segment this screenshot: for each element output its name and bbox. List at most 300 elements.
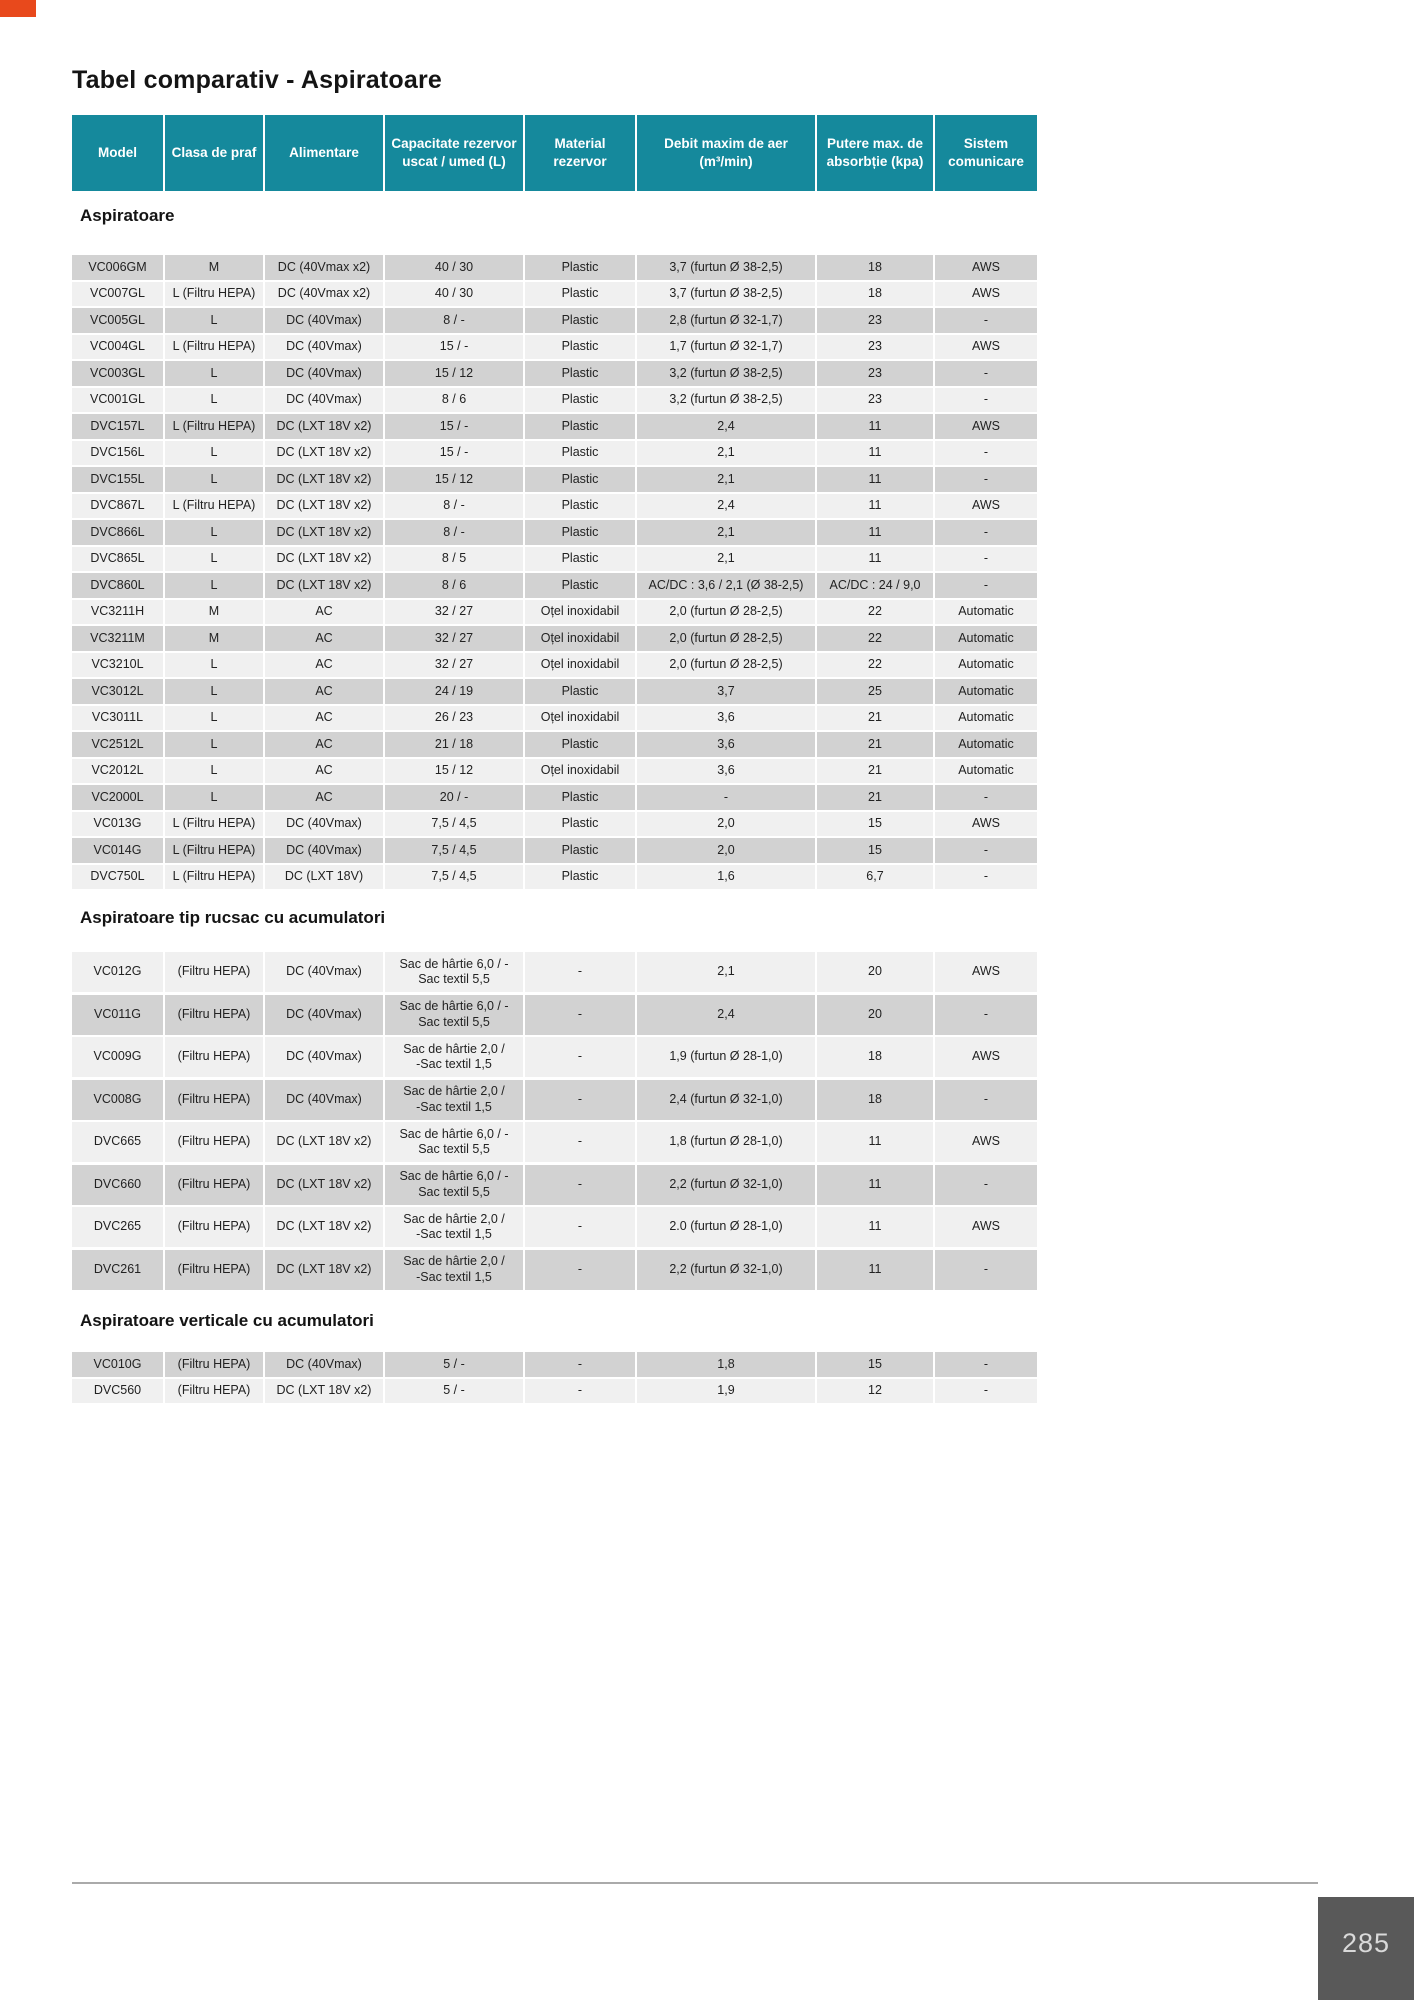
cell-model: VC008G: [72, 1080, 163, 1120]
cell-sistem: -: [935, 865, 1037, 890]
cell-clasa: L (Filtru HEPA): [165, 494, 263, 519]
cell-sistem: Automatic: [935, 600, 1037, 625]
cell-debit: 2,1: [637, 441, 815, 466]
cell-sistem: AWS: [935, 1207, 1037, 1247]
cell-capacitate: 32 / 27: [385, 653, 523, 678]
cell-clasa: L: [165, 361, 263, 386]
cell-clasa: (Filtru HEPA): [165, 1250, 263, 1290]
cell-alimentare: DC (40Vmax x2): [265, 255, 383, 280]
cell-material: Plastic: [525, 414, 635, 439]
cell-model: VC3210L: [72, 653, 163, 678]
section-title: Aspiratoare tip rucsac cu acumulatori: [80, 908, 386, 927]
cell-clasa: M: [165, 255, 263, 280]
cell-alimentare: AC: [265, 600, 383, 625]
table-row: [72, 282, 1037, 307]
cell-sistem: -: [935, 1165, 1037, 1205]
cell-clasa: L: [165, 388, 263, 413]
cell-sistem: AWS: [935, 494, 1037, 519]
cell-putere: 11: [817, 441, 933, 466]
cell-sistem: AWS: [935, 335, 1037, 360]
cell-model: VC3211H: [72, 600, 163, 625]
cell-debit: 1,9: [637, 1379, 815, 1404]
cell-sistem: -: [935, 467, 1037, 492]
cell-clasa: L: [165, 441, 263, 466]
cell-putere: 15: [817, 838, 933, 863]
cell-alimentare: AC: [265, 706, 383, 731]
cell-debit: 2,1: [637, 520, 815, 545]
cell-alimentare: DC (40Vmax): [265, 335, 383, 360]
cell-alimentare: DC (LXT 18V x2): [265, 547, 383, 572]
page-number: 285: [1341, 1928, 1391, 1958]
cell-putere: AC/DC : 24 / 9,0: [817, 573, 933, 598]
cell-sistem: Automatic: [935, 732, 1037, 757]
cell-sistem: -: [935, 441, 1037, 466]
cell-debit: -: [637, 785, 815, 810]
cell-sistem: -: [935, 388, 1037, 413]
cell-putere: 18: [817, 1037, 933, 1077]
column-header-sistem: Sistem comunicare: [935, 115, 1037, 191]
cell-capacitate: 7,5 / 4,5: [385, 838, 523, 863]
cell-clasa: L: [165, 732, 263, 757]
table-row: [72, 547, 1037, 572]
cell-sistem: Automatic: [935, 626, 1037, 651]
cell-alimentare: DC (LXT 18V x2): [265, 414, 383, 439]
cell-model: DVC866L: [72, 520, 163, 545]
cell-material: Oțel inoxidabil: [525, 759, 635, 784]
table-row: [72, 1250, 1037, 1290]
cell-clasa: L: [165, 467, 263, 492]
cell-clasa: (Filtru HEPA): [165, 1379, 263, 1404]
cell-alimentare: DC (40Vmax): [265, 1352, 383, 1377]
cell-capacitate: 26 / 23: [385, 706, 523, 731]
cell-debit: 2,1: [637, 467, 815, 492]
cell-model: VC011G: [72, 995, 163, 1035]
table-row: [72, 759, 1037, 784]
cell-putere: 11: [817, 520, 933, 545]
table-row: [72, 361, 1037, 386]
cell-material: Plastic: [525, 467, 635, 492]
cell-material: -: [525, 1080, 635, 1120]
cell-putere: 15: [817, 1352, 933, 1377]
table-row: [72, 255, 1037, 280]
cell-capacitate: 8 / -: [385, 308, 523, 333]
cell-capacitate: 8 / 5: [385, 547, 523, 572]
cell-debit: 2,4: [637, 494, 815, 519]
cell-alimentare: AC: [265, 626, 383, 651]
cell-putere: 11: [817, 1165, 933, 1205]
cell-model: VC003GL: [72, 361, 163, 386]
cell-material: -: [525, 1250, 635, 1290]
cell-alimentare: AC: [265, 732, 383, 757]
cell-putere: 21: [817, 732, 933, 757]
page-number-box: [1318, 1897, 1414, 2000]
cell-clasa: (Filtru HEPA): [165, 995, 263, 1035]
cell-model: VC2012L: [72, 759, 163, 784]
cell-model: VC001GL: [72, 388, 163, 413]
table-row: [72, 865, 1037, 890]
cell-debit: 2,0 (furtun Ø 28-2,5): [637, 600, 815, 625]
cell-capacitate: Sac de hârtie 6,0 / - Sac textil 5,5: [385, 1122, 523, 1162]
cell-alimentare: DC (40Vmax): [265, 952, 383, 992]
cell-alimentare: DC (LXT 18V): [265, 865, 383, 890]
cell-capacitate: 15 / -: [385, 335, 523, 360]
cell-clasa: (Filtru HEPA): [165, 1080, 263, 1120]
cell-debit: 2,0: [637, 812, 815, 837]
cell-capacitate: 40 / 30: [385, 282, 523, 307]
cell-debit: 3,6: [637, 732, 815, 757]
column-header-debit: Debit maxim de aer (m³/min): [637, 115, 815, 191]
cell-debit: 3,2 (furtun Ø 38-2,5): [637, 388, 815, 413]
cell-capacitate: 8 / 6: [385, 573, 523, 598]
cell-material: Plastic: [525, 308, 635, 333]
cell-model: DVC660: [72, 1165, 163, 1205]
cell-sistem: -: [935, 361, 1037, 386]
cell-alimentare: DC (40Vmax): [265, 361, 383, 386]
cell-model: VC3011L: [72, 706, 163, 731]
section-aspiratoare: [72, 206, 1037, 891]
cell-putere: 18: [817, 1080, 933, 1120]
cell-material: Plastic: [525, 812, 635, 837]
cell-clasa: L: [165, 653, 263, 678]
cell-capacitate: Sac de hârtie 6,0 / - Sac textil 5,5: [385, 1165, 523, 1205]
cell-material: -: [525, 1037, 635, 1077]
cell-debit: 2,2 (furtun Ø 32-1,0): [637, 1250, 815, 1290]
cell-alimentare: DC (40Vmax): [265, 1080, 383, 1120]
cell-debit: 2,0: [637, 838, 815, 863]
cell-clasa: M: [165, 600, 263, 625]
cell-capacitate: Sac de hârtie 2,0 / -Sac textil 1,5: [385, 1250, 523, 1290]
cell-material: Plastic: [525, 679, 635, 704]
cell-alimentare: DC (40Vmax): [265, 838, 383, 863]
cell-putere: 21: [817, 706, 933, 731]
cell-model: DVC750L: [72, 865, 163, 890]
cell-capacitate: Sac de hârtie 6,0 / - Sac textil 5,5: [385, 952, 523, 992]
cell-putere: 15: [817, 812, 933, 837]
cell-putere: 18: [817, 255, 933, 280]
cell-clasa: L (Filtru HEPA): [165, 838, 263, 863]
table-row: [72, 812, 1037, 837]
cell-alimentare: AC: [265, 653, 383, 678]
cell-model: VC3012L: [72, 679, 163, 704]
cell-alimentare: DC (40Vmax): [265, 812, 383, 837]
cell-model: VC009G: [72, 1037, 163, 1077]
section-title: Aspiratoare: [80, 206, 175, 225]
cell-clasa: L (Filtru HEPA): [165, 812, 263, 837]
table-row: [72, 785, 1037, 810]
cell-model: DVC560: [72, 1379, 163, 1404]
cell-model: DVC265: [72, 1207, 163, 1247]
cell-model: VC004GL: [72, 335, 163, 360]
section-title: Aspiratoare verticale cu acumulatori: [80, 1311, 374, 1330]
table-row: [72, 706, 1037, 731]
cell-debit: 2,4 (furtun Ø 32-1,0): [637, 1080, 815, 1120]
cell-model: VC005GL: [72, 308, 163, 333]
table-row: [72, 679, 1037, 704]
cell-capacitate: 40 / 30: [385, 255, 523, 280]
cell-material: Oțel inoxidabil: [525, 626, 635, 651]
cell-clasa: L (Filtru HEPA): [165, 282, 263, 307]
cell-material: Plastic: [525, 335, 635, 360]
cell-debit: 2,1: [637, 952, 815, 992]
cell-material: Oțel inoxidabil: [525, 706, 635, 731]
cell-sistem: AWS: [935, 414, 1037, 439]
cell-putere: 11: [817, 1250, 933, 1290]
table-row: [72, 441, 1037, 466]
cell-putere: 21: [817, 759, 933, 784]
cell-capacitate: 7,5 / 4,5: [385, 865, 523, 890]
table-row: [72, 732, 1037, 757]
cell-putere: 12: [817, 1379, 933, 1404]
table-rows: [72, 1352, 1037, 1403]
column-header-putere: Putere max. de absorbție (kpa): [817, 115, 933, 191]
cell-debit: AC/DC : 3,6 / 2,1 (Ø 38-2,5): [637, 573, 815, 598]
section-rucsac: [72, 908, 1037, 1292]
cell-clasa: (Filtru HEPA): [165, 1122, 263, 1162]
cell-model: DVC665: [72, 1122, 163, 1162]
cell-alimentare: DC (LXT 18V x2): [265, 1165, 383, 1205]
cell-material: -: [525, 1352, 635, 1377]
cell-sistem: -: [935, 308, 1037, 333]
cell-model: VC010G: [72, 1352, 163, 1377]
cell-alimentare: DC (LXT 18V x2): [265, 467, 383, 492]
cell-clasa: L: [165, 706, 263, 731]
cell-material: Plastic: [525, 494, 635, 519]
cell-capacitate: 15 / 12: [385, 361, 523, 386]
table-row: [72, 995, 1037, 1035]
cell-sistem: -: [935, 520, 1037, 545]
cell-sistem: AWS: [935, 812, 1037, 837]
cell-sistem: AWS: [935, 282, 1037, 307]
cell-alimentare: DC (LXT 18V x2): [265, 1250, 383, 1290]
cell-debit: 2,1: [637, 547, 815, 572]
cell-material: -: [525, 995, 635, 1035]
cell-sistem: Automatic: [935, 679, 1037, 704]
cell-putere: 20: [817, 995, 933, 1035]
corner-accent-flag: [0, 0, 36, 17]
cell-clasa: (Filtru HEPA): [165, 952, 263, 992]
cell-sistem: -: [935, 1250, 1037, 1290]
table-row: [72, 388, 1037, 413]
cell-material: -: [525, 952, 635, 992]
cell-alimentare: DC (LXT 18V x2): [265, 441, 383, 466]
cell-capacitate: 8 / -: [385, 520, 523, 545]
table-row: [72, 1352, 1037, 1377]
cell-alimentare: DC (LXT 18V x2): [265, 1207, 383, 1247]
cell-alimentare: DC (LXT 18V x2): [265, 494, 383, 519]
cell-putere: 23: [817, 308, 933, 333]
column-header-model: Model: [72, 115, 163, 191]
cell-model: VC013G: [72, 812, 163, 837]
cell-model: VC014G: [72, 838, 163, 863]
cell-material: Plastic: [525, 388, 635, 413]
cell-sistem: -: [935, 838, 1037, 863]
cell-sistem: -: [935, 1352, 1037, 1377]
cell-putere: 22: [817, 653, 933, 678]
cell-clasa: L: [165, 573, 263, 598]
section-verticale: [72, 1311, 1037, 1405]
cell-clasa: (Filtru HEPA): [165, 1207, 263, 1247]
cell-putere: 22: [817, 626, 933, 651]
table-row: [72, 494, 1037, 519]
cell-capacitate: 7,5 / 4,5: [385, 812, 523, 837]
cell-debit: 1,8: [637, 1352, 815, 1377]
cell-putere: 11: [817, 414, 933, 439]
table-row: [72, 653, 1037, 678]
cell-debit: 1,9 (furtun Ø 28-1,0): [637, 1037, 815, 1077]
table-row: [72, 1037, 1037, 1077]
table-row: [72, 1080, 1037, 1120]
cell-putere: 11: [817, 1207, 933, 1247]
cell-putere: 11: [817, 1122, 933, 1162]
cell-putere: 11: [817, 547, 933, 572]
cell-material: Plastic: [525, 865, 635, 890]
table-row: [72, 414, 1037, 439]
cell-sistem: Automatic: [935, 706, 1037, 731]
cell-capacitate: 15 / 12: [385, 759, 523, 784]
cell-capacitate: 20 / -: [385, 785, 523, 810]
table-row: [72, 600, 1037, 625]
cell-capacitate: 32 / 27: [385, 600, 523, 625]
cell-capacitate: 15 / 12: [385, 467, 523, 492]
cell-material: Plastic: [525, 520, 635, 545]
cell-clasa: L: [165, 547, 263, 572]
cell-debit: 3,6: [637, 706, 815, 731]
cell-putere: 11: [817, 494, 933, 519]
cell-model: DVC867L: [72, 494, 163, 519]
cell-material: Plastic: [525, 441, 635, 466]
cell-alimentare: DC (40Vmax): [265, 308, 383, 333]
cell-clasa: L (Filtru HEPA): [165, 865, 263, 890]
cell-model: DVC865L: [72, 547, 163, 572]
cell-sistem: -: [935, 785, 1037, 810]
cell-model: DVC261: [72, 1250, 163, 1290]
cell-clasa: L (Filtru HEPA): [165, 414, 263, 439]
cell-putere: 25: [817, 679, 933, 704]
cell-clasa: (Filtru HEPA): [165, 1165, 263, 1205]
cell-model: DVC156L: [72, 441, 163, 466]
column-header-material: Material rezervor: [525, 115, 635, 191]
cell-sistem: AWS: [935, 1122, 1037, 1162]
cell-material: Plastic: [525, 573, 635, 598]
cell-material: Plastic: [525, 547, 635, 572]
table-row: [72, 335, 1037, 360]
table-row: [72, 520, 1037, 545]
cell-material: Plastic: [525, 255, 635, 280]
cell-alimentare: DC (LXT 18V x2): [265, 1122, 383, 1162]
table-row: [72, 1122, 1037, 1162]
cell-debit: 3,6: [637, 759, 815, 784]
cell-putere: 23: [817, 335, 933, 360]
cell-sistem: Automatic: [935, 653, 1037, 678]
cell-alimentare: DC (LXT 18V x2): [265, 520, 383, 545]
cell-debit: 3,7 (furtun Ø 38-2,5): [637, 282, 815, 307]
cell-debit: 1,8 (furtun Ø 28-1,0): [637, 1122, 815, 1162]
cell-model: VC007GL: [72, 282, 163, 307]
column-header-capacitate: Capacitate rezervor uscat / umed (L): [385, 115, 523, 191]
cell-sistem: -: [935, 1379, 1037, 1404]
cell-material: -: [525, 1379, 635, 1404]
cell-debit: 2,0 (furtun Ø 28-2,5): [637, 626, 815, 651]
cell-capacitate: 8 / -: [385, 494, 523, 519]
cell-capacitate: Sac de hârtie 6,0 / - Sac textil 5,5: [385, 995, 523, 1035]
cell-clasa: L (Filtru HEPA): [165, 335, 263, 360]
cell-material: -: [525, 1122, 635, 1162]
cell-putere: 18: [817, 282, 933, 307]
table-row: [72, 626, 1037, 651]
cell-debit: 1,6: [637, 865, 815, 890]
cell-alimentare: AC: [265, 679, 383, 704]
cell-putere: 23: [817, 388, 933, 413]
cell-capacitate: 5 / -: [385, 1379, 523, 1404]
cell-debit: 2,8 (furtun Ø 32-1,7): [637, 308, 815, 333]
table-rows: [72, 255, 1037, 889]
cell-model: VC2512L: [72, 732, 163, 757]
table-row: [72, 1379, 1037, 1404]
cell-material: Oțel inoxidabil: [525, 653, 635, 678]
column-header-alimentare: Alimentare: [265, 115, 383, 191]
cell-model: DVC155L: [72, 467, 163, 492]
cell-capacitate: 5 / -: [385, 1352, 523, 1377]
cell-debit: 2,2 (furtun Ø 32-1,0): [637, 1165, 815, 1205]
cell-debit: 3,7: [637, 679, 815, 704]
cell-alimentare: DC (40Vmax): [265, 388, 383, 413]
cell-material: Plastic: [525, 282, 635, 307]
table-rows: [72, 952, 1037, 1290]
cell-capacitate: 15 / -: [385, 414, 523, 439]
cell-clasa: L: [165, 308, 263, 333]
cell-debit: 2,4: [637, 995, 815, 1035]
cell-alimentare: DC (40Vmax x2): [265, 282, 383, 307]
cell-model: DVC157L: [72, 414, 163, 439]
cell-material: Plastic: [525, 785, 635, 810]
cell-clasa: L: [165, 759, 263, 784]
cell-model: VC2000L: [72, 785, 163, 810]
table-row: [72, 952, 1037, 992]
table-row: [72, 573, 1037, 598]
cell-material: -: [525, 1165, 635, 1205]
table-row: [72, 1165, 1037, 1205]
cell-alimentare: DC (40Vmax): [265, 995, 383, 1035]
cell-debit: 2,4: [637, 414, 815, 439]
table-row: [72, 308, 1037, 333]
cell-alimentare: DC (LXT 18V x2): [265, 1379, 383, 1404]
cell-material: Plastic: [525, 838, 635, 863]
cell-capacitate: 24 / 19: [385, 679, 523, 704]
cell-material: -: [525, 1207, 635, 1247]
cell-sistem: AWS: [935, 255, 1037, 280]
cell-debit: 3,7 (furtun Ø 38-2,5): [637, 255, 815, 280]
cell-capacitate: 8 / 6: [385, 388, 523, 413]
cell-sistem: -: [935, 547, 1037, 572]
cell-putere: 11: [817, 467, 933, 492]
cell-material: Oțel inoxidabil: [525, 600, 635, 625]
table-row: [72, 838, 1037, 863]
cell-putere: 21: [817, 785, 933, 810]
cell-putere: 6,7: [817, 865, 933, 890]
cell-putere: 20: [817, 952, 933, 992]
cell-model: VC012G: [72, 952, 163, 992]
cell-sistem: AWS: [935, 1037, 1037, 1077]
cell-clasa: (Filtru HEPA): [165, 1352, 263, 1377]
footer-divider: [72, 1882, 1318, 1884]
cell-putere: 22: [817, 600, 933, 625]
cell-sistem: Automatic: [935, 759, 1037, 784]
cell-model: VC3211M: [72, 626, 163, 651]
cell-capacitate: Sac de hârtie 2,0 / -Sac textil 1,5: [385, 1207, 523, 1247]
cell-sistem: -: [935, 995, 1037, 1035]
cell-capacitate: 21 / 18: [385, 732, 523, 757]
cell-debit: 2.0 (furtun Ø 28-1,0): [637, 1207, 815, 1247]
